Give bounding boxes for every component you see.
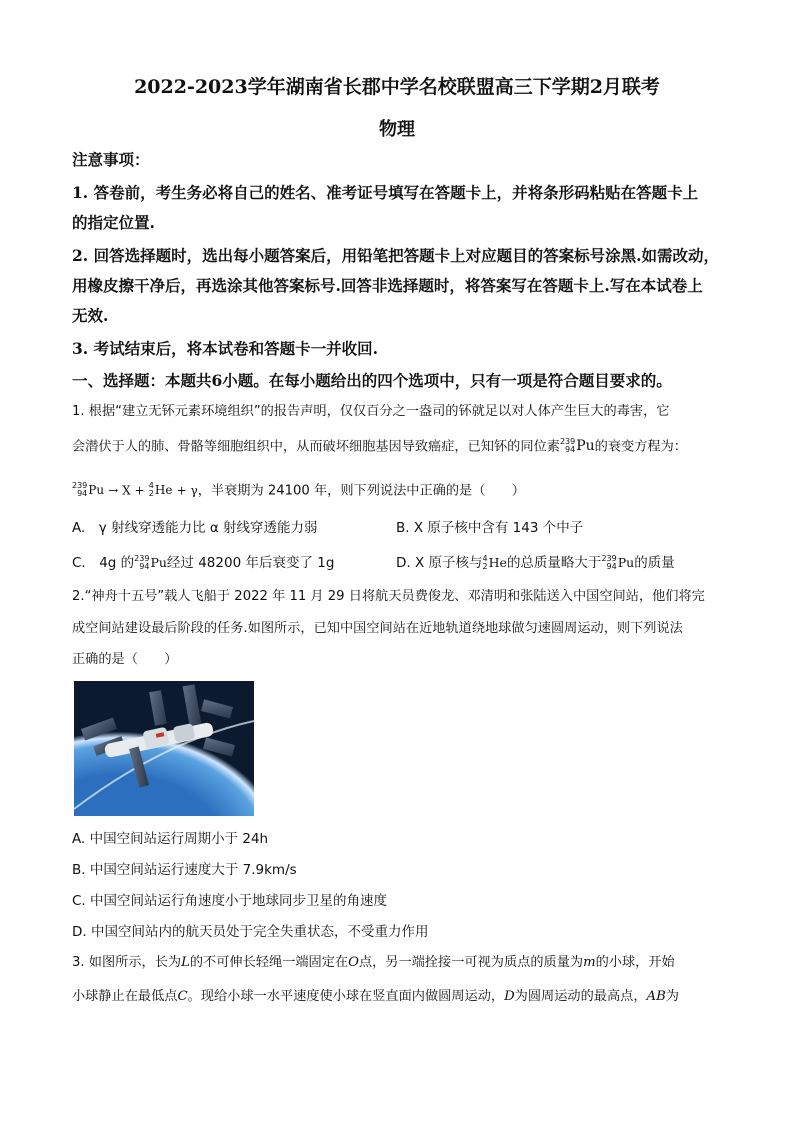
he-z-d: 2 [482, 562, 488, 571]
note-1a: 1. 答卷前，考生务必将自己的姓名、准考证号填写在答题卡上，并将条形码粘贴在答题卡上 [72, 183, 699, 202]
q1-option-a: A. γ 射线穿透能力比 α 射线穿透能力弱 [72, 520, 318, 536]
q2-line2: 成空间站建设最后阶段的任务.如图所示，已知中国空间站在近地轨道绕地球做匀速圆周运动，则下列说法 [72, 621, 683, 636]
q1-option-d-mid: 的总质量略大于 [506, 555, 602, 571]
pu-z: 94 [565, 445, 576, 454]
note-3: 3. 考试结束后，将本试卷和答题卡一并收回. [72, 339, 378, 358]
pu-mass: 239 [559, 437, 576, 446]
q3-line2-c: 为圆周运动的最高点， [514, 989, 647, 1004]
pu-mass-eq: 239 [72, 481, 88, 490]
space-station-illustration [74, 681, 254, 816]
pu-mass-c: 239 [134, 554, 150, 563]
he-z-eq: 2 [148, 489, 154, 498]
q1-option-c-text: C. 4g 的 [72, 555, 135, 571]
q2-option-d: D. 中国空间站内的航天员处于完全失重状态，不受重力作用 [72, 924, 429, 940]
q1-line1: 1. 根据“建立无钚元素环境组织”的报告声明，仅仅百分之一盎司的钚就足以对人体产生巨大的毒害，它 [72, 404, 670, 419]
q2-option-b: B. 中国空间站运行速度大于 7.9km/s [72, 862, 297, 878]
q1-option-b: B. X 原子核中含有 143 个中子 [396, 520, 584, 536]
pu-mass-d: 239 [601, 554, 617, 563]
pu-nuclide [560, 436, 595, 457]
pu-z-eq: 94 [77, 489, 88, 498]
pu-nuclide-eq [72, 480, 104, 501]
var-D: D [504, 989, 515, 1004]
q3-line1-d: 的小球，开始 [595, 955, 675, 970]
var-O: O [348, 955, 359, 970]
note-2c: 无效. [72, 306, 109, 325]
q1-option-d [396, 551, 675, 571]
pu-nuclide-d [601, 555, 634, 571]
q1-line3 [72, 480, 732, 502]
q3-line2 [72, 987, 732, 1007]
he-symbol-d: He [488, 555, 507, 570]
q1-line3-tail: ，半衰期为 24100 年，则下列说法中正确的是（ ） [197, 483, 525, 499]
he-mass-d: 4 [482, 554, 488, 563]
var-AB: AB [646, 989, 666, 1004]
pu-nuclide-c [134, 555, 167, 571]
q3-line2-b: 。现给小球一水平速度使小球在竖直面内做圆周运动， [187, 989, 505, 1004]
q3-line1-b: 的不可伸长轻绳一端固定在 [189, 955, 349, 970]
q3-line1 [72, 953, 732, 973]
he-nuclide-d [483, 555, 507, 571]
he-symbol-eq: He [154, 483, 173, 497]
q1-option-d-tail: 的质量 [634, 555, 675, 571]
pu-symbol-eq: Pu [88, 483, 105, 497]
q2-option-c: C. 中国空间站运行角速度小于地球同步卫星的角速度 [72, 893, 388, 909]
eq-gamma: + γ [176, 483, 198, 498]
q1-line2-tail: 的衰变方程为： [594, 439, 687, 455]
var-L: L [181, 955, 190, 970]
var-C: C [177, 989, 188, 1004]
pu-symbol-c: Pu [150, 555, 167, 570]
q3-line1-a: 3. 如图所示，长为 [72, 955, 182, 970]
q3-line2-d: 为 [665, 989, 679, 1004]
pu-z-d: 94 [606, 562, 617, 571]
eq-arrow: → X + [108, 483, 145, 498]
q1-line2-text: 会潜伏于人的肺、骨骼等细胞组织中，从而破坏细胞基因导致癌症，已知钚的同位素 [72, 439, 560, 455]
pu-symbol-d: Pu [617, 555, 635, 570]
exam-title: 2022-2023学年湖南省长郡中学名校联盟高三下学期2月联考 [134, 76, 660, 98]
note-1b: 的指定位置. [72, 213, 155, 232]
q1-option-c-tail: 经过 48200 年后衰变了 1g [166, 555, 335, 571]
q2-line3: 正确的是（ ） [72, 652, 178, 667]
var-m: m [583, 955, 596, 970]
q2-line1: 2.“神舟十五号”载人飞船于 2022 年 11 月 29 日将航天员费俊龙、邓清明和张陆送入中国空间站，他们将完 [72, 589, 705, 604]
pu-z-c: 94 [139, 562, 150, 571]
subject-title: 物理 [379, 119, 415, 140]
q2-option-a: A. 中国空间站运行周期小于 24h [72, 831, 269, 847]
note-2a: 2. 回答选择题时，选出每小题答案后，用铅笔把答题卡上对应题目的答案标号涂黑.如需改动， [72, 246, 719, 265]
notes-heading: 注意事项： [72, 150, 150, 169]
q1-option-c [72, 551, 334, 571]
q3-line2-a: 小球静止在最低点 [72, 989, 178, 1004]
q1-option-d-text: D. X 原子核与 [396, 555, 483, 571]
pu-symbol: Pu [576, 438, 595, 454]
q1-line2 [72, 436, 732, 458]
section1-heading: 一、选择题：本题共6小题。在每小题给出的四个选项中，只有一项是符合题目要求的。 [72, 371, 672, 390]
he-nuclide-eq [149, 480, 173, 501]
space-station-photo [74, 681, 254, 816]
q3-line1-c: 点，另一端拴接一可视为质点的质量为 [358, 955, 584, 970]
he-mass-eq: 4 [148, 481, 154, 490]
note-2b: 用橡皮擦干净后，再选涂其他答案标号.回答非选择题时，将答案写在答题卡上.写在本试卷上 [72, 276, 703, 295]
